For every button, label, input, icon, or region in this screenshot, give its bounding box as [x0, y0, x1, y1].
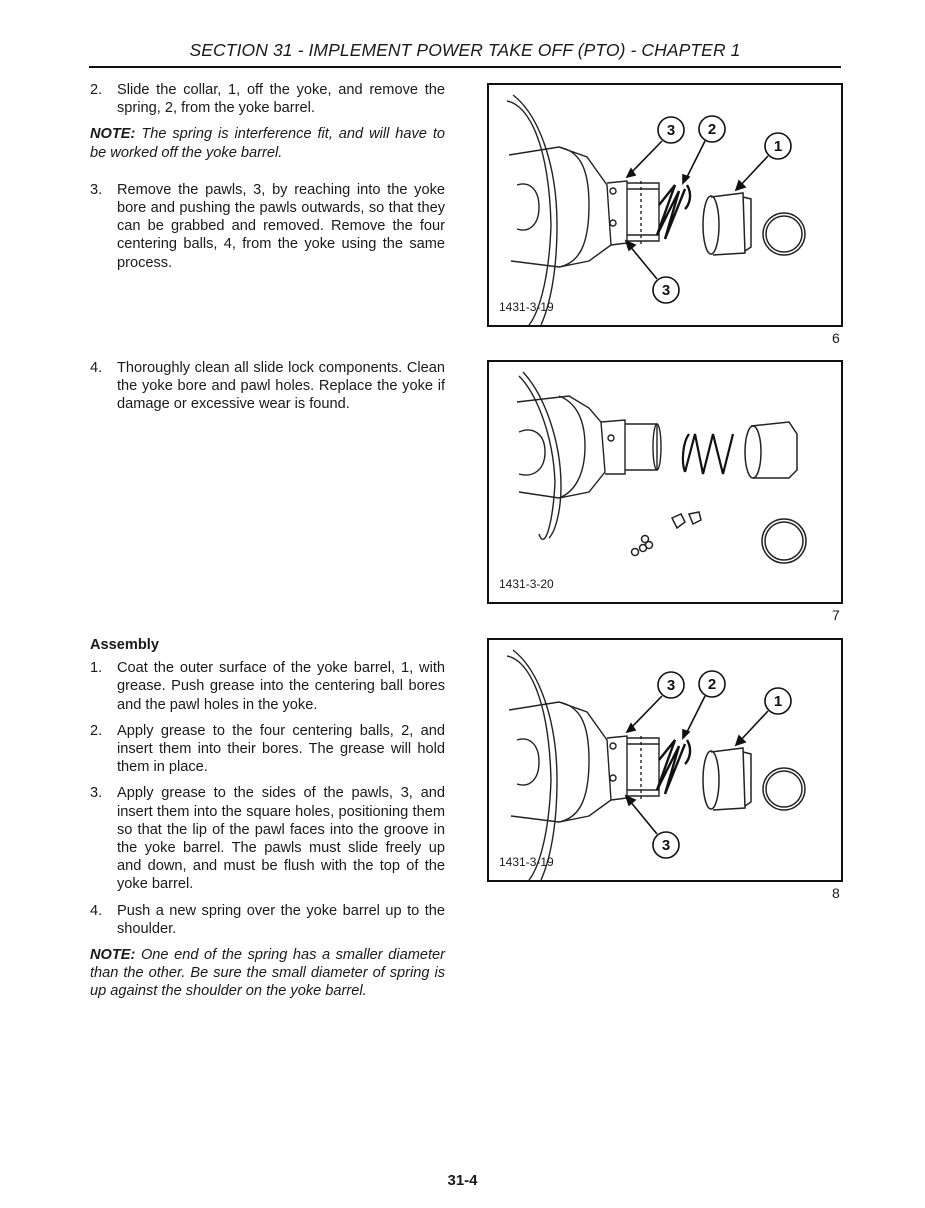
- slide-lock-assembly-illustration: [489, 640, 841, 880]
- note-label: NOTE:: [90, 947, 136, 964]
- step-4: [90, 359, 445, 414]
- figure-number: 8: [832, 885, 840, 901]
- note-label: NOTE:: [90, 126, 136, 143]
- callout-label: 2: [707, 676, 717, 693]
- step-text: Coat the outer surface of the yoke barrel, 1, with grease. Push grease into the centering ball bores and the pawl holes in the yoke.: [117, 660, 445, 713]
- slide-lock-exploded-illustration: [489, 85, 841, 325]
- callout-label: 1: [773, 693, 783, 710]
- page-number: 31-4: [447, 1172, 478, 1189]
- callout-label: 3: [661, 837, 671, 854]
- callout-label: 3: [666, 122, 676, 139]
- step-text: Push a new spring over the yoke barrel up to the shoulder.: [117, 902, 445, 937]
- step-2: [90, 81, 445, 117]
- figure-number: 6: [832, 330, 840, 346]
- step-text: Apply grease to the four centering balls, 2, and insert them into their bores. The grease will hold them in place.: [117, 722, 445, 776]
- figure-code: 1431-3-19: [499, 300, 554, 314]
- slide-lock-parts-illustration: [489, 362, 841, 602]
- figure-8: [487, 638, 843, 882]
- assembly-step-3: [90, 784, 445, 893]
- callout-label: 3: [661, 282, 671, 299]
- step-text: Thoroughly clean all slide lock components. Clean the yoke bore and pawl holes. Replace the yoke if damage or excessive wear is found.: [117, 360, 445, 413]
- step-number: 2.: [90, 722, 103, 739]
- callout-label: 3: [666, 677, 676, 694]
- figure-6: [487, 83, 843, 327]
- assembly-heading: Assembly: [90, 637, 159, 653]
- assembly-step-1: [90, 659, 445, 714]
- disassembly-steps: [90, 81, 445, 272]
- assembly-step-4: [90, 902, 445, 938]
- note: [90, 125, 445, 161]
- section-header: [89, 40, 841, 68]
- step-text: Remove the pawls, 3, by reaching into the yoke bore and pushing the pawls outwards, so that they can be grabbed and removed. Remove the four centering balls, 4, from the yoke using the same process.: [117, 181, 445, 271]
- step-number: 3.: [90, 181, 103, 198]
- step-text: Apply grease to the sides of the pawls, 3, and insert them into the square holes, positioning them so that the lip of the pawl faces into the groove in the yoke barrel. The pawls must slide freely up and down, and must be flush with the top of the yoke barrel.: [117, 785, 445, 893]
- assembly-step-2: [90, 722, 445, 777]
- note-text: The spring is interference fit, and will have to be worked off the yoke barrel.: [90, 126, 445, 161]
- callout-label: 2: [707, 121, 717, 138]
- callout-label: 1: [773, 138, 783, 155]
- step-text: Slide the collar, 1, off the yoke, and remove the spring, 2, from the yoke barrel.: [117, 82, 445, 117]
- figure-7: [487, 360, 843, 604]
- assembly-note: [90, 946, 445, 1001]
- step-number: 4.: [90, 360, 103, 376]
- cleaning-step: [90, 359, 445, 414]
- step-number: 1.: [90, 660, 103, 677]
- step-3: [90, 181, 445, 272]
- figure-number: 7: [832, 607, 840, 623]
- note-text: One end of the spring has a smaller diameter than the other. Be sure the small diameter of spring is up against the shoulder on the yoke barrel.: [90, 947, 445, 1000]
- step-number: 2.: [90, 82, 103, 98]
- figure-code: 1431-3-19: [499, 855, 554, 869]
- step-number: 3.: [90, 785, 103, 802]
- figure-code: 1431-3-20: [499, 577, 554, 591]
- assembly-section: [90, 636, 445, 1001]
- step-number: 4.: [90, 902, 103, 919]
- section-title: SECTION 31 - IMPLEMENT POWER TAKE OFF (PTO) - CHAPTER 1: [189, 40, 741, 60]
